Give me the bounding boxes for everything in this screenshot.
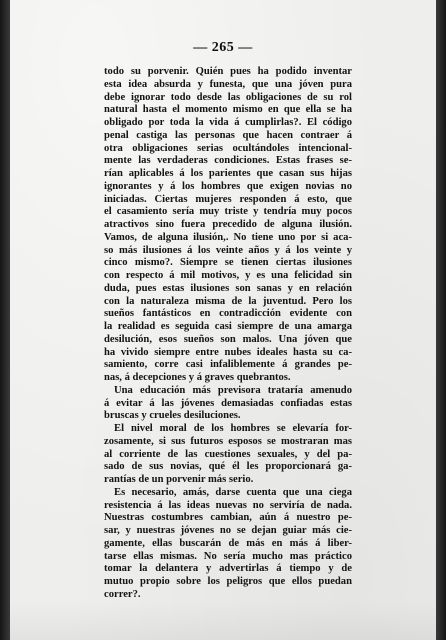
page-number: — 265 —	[193, 40, 253, 55]
paragraph-first-line: Es necesario, amás, darse cuenta que una ciega	[114, 486, 352, 498]
text-line: la realidad es seguida casi siempre de una amarga	[104, 321, 352, 332]
text-line: sueños fantásticos en contradicción evidente con	[104, 308, 352, 320]
text-line: sar, y nuestras jóvenes no se dejan guiar más cie-	[104, 525, 352, 536]
scan-edge-right	[436, 0, 446, 640]
text-line: ha vivido siempre entre nubes ideales hasta su ca-	[104, 346, 352, 358]
text-line: cinco mismo?. Siempre se tienen ciertas ilusiones	[104, 257, 352, 269]
text-line: Nuestras costumbres cambian, aún á nuestro pe-	[104, 512, 352, 524]
text-line: tomar la delantera y advertirlas á tiempo y de	[104, 563, 352, 575]
text-line: tarse ellas mismas. No sería mucho mas práctico	[104, 550, 352, 562]
text-line: iniciadas. Ciertas mujeres responden á esto, que	[104, 193, 352, 205]
text-line: ignorantes y á los hombres que exigen novias no	[104, 180, 352, 192]
text-line: gamente, ellas buscarán de más en más á liber-	[104, 537, 352, 549]
text-line: duda, pues estas ilusiones son sanas y en relación	[104, 282, 352, 294]
text-line: obligado por toda la vida á cumplirlas?. El código	[104, 117, 352, 128]
text-line: nas, á decepciones y á graves quebrantos.	[104, 372, 291, 383]
text-line: samiento, corre casi infaliblemente á grandes pe-	[104, 359, 352, 371]
text-line: debe ignorar todo desde las obligaciones de su rol	[104, 91, 352, 103]
text-line: rían aplicables á los parientes que casan sus hijas	[104, 168, 352, 179]
text-line: bruscas y crueles desiluciones.	[104, 410, 241, 422]
text-line: esta idea absurda y funesta, que una jóven pura	[104, 78, 352, 90]
body-text	[104, 66, 352, 602]
paragraph-first-line: Una educación más previsora trataría amenudo	[114, 384, 352, 396]
text-line: rantías de un porvenir más serio.	[104, 474, 254, 485]
text-line: Vamos, de alguna ilusión,. No tiene uno por si aca-	[104, 231, 352, 243]
text-line: atractivos sino fuera precedido de alguna ilusión.	[104, 219, 352, 230]
text-line: al corriente de las cuestiones sexuales, y del pa-	[104, 448, 352, 460]
text-line: zosamente, si sus futuros esposos se mostraran mas	[104, 435, 352, 447]
text-line: sado de sus novias, qué él les proporcionará ga-	[104, 461, 352, 473]
text-line: correr?.	[104, 588, 141, 600]
scan-edge-left	[0, 0, 10, 640]
book-page	[10, 0, 436, 640]
text-line: so más ilusiones á los veinte años y á los veinte y	[104, 244, 352, 256]
text-line: otra obligaciones serias ocultándoles intencional-	[104, 142, 352, 154]
text-line: penal castiga las personas que hacen contraer á	[104, 129, 352, 141]
text-line: desilución, esos sueños son malos. Una jóven que	[104, 333, 352, 345]
text-line: con respecto á mil motivos, y es una felicidad sin	[104, 270, 352, 281]
text-line: con la naturaleza misma de la juventud. Pero los	[104, 295, 352, 307]
text-line: mente las verdaderas condiciones. Estas frases se-	[104, 155, 352, 167]
text-line: todo su porvenir. Quién pues ha podido inventar	[104, 66, 352, 77]
page-shadow	[10, 600, 436, 640]
text-line: el casamiento sería muy triste y tendría muy pocos	[104, 206, 352, 218]
text-line: resistencia á las ideas nuevas no serviría de nada.	[104, 499, 352, 511]
text-line: natural hasta el momento mismo en que ella se ha	[104, 104, 352, 116]
text-line: mutuo propio sobre los peligros que ellos puedan	[104, 576, 352, 587]
text-line: á evitar á las jóvenes demasiadas confiadas estas	[104, 397, 352, 409]
paragraph-first-line: El nivel moral de los hombres se elevaría for-	[114, 423, 352, 434]
